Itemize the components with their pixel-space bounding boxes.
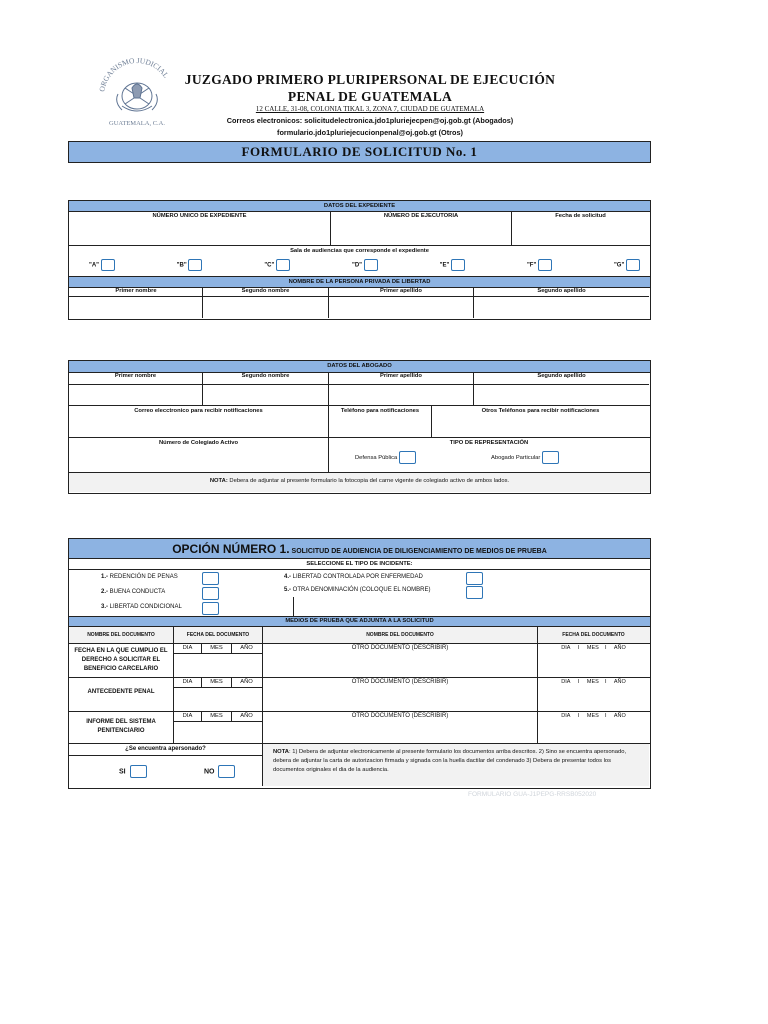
col-fecha-solicitud[interactable]: Fecha de solicitud <box>555 213 606 219</box>
form-title: FORMULARIO DE SOLICITUD No. 1 <box>68 141 651 163</box>
incidente-1[interactable]: 1.- REDENCIÓN DE PENAS <box>101 574 178 580</box>
abogado-header: DATOS DEL ABOGADO <box>69 361 650 373</box>
abogado-telefono[interactable]: Teléfono para notificaciones <box>329 406 432 437</box>
medio-1-otro-documento[interactable]: OTRO DOCUMENTO (DESCRIBIR) <box>263 644 538 677</box>
apersonado-si-checkbox[interactable] <box>130 765 147 778</box>
abogado-primer-apellido[interactable]: Primer apellido <box>329 373 474 405</box>
sala-a[interactable]: "A" <box>89 259 115 271</box>
expediente-section <box>68 200 651 320</box>
sala-d-checkbox[interactable] <box>364 259 378 271</box>
defensa-publica-option[interactable]: Defensa Pública <box>355 451 416 464</box>
medio-1-fecha[interactable]: DIA MES AÑO <box>174 644 263 677</box>
persona-segundo-nombre[interactable]: Segundo nombre <box>203 288 329 318</box>
incidente-3[interactable]: 3.- LIBERTAD CONDICIONAL <box>101 604 182 610</box>
abogado-otros-telefonos[interactable]: Otros Teléfonos para recibir notificaciones <box>481 408 600 414</box>
apersonado-group: ¿Se encuentra apersonado? SI NO <box>69 744 263 786</box>
apersonado-no-checkbox[interactable] <box>218 765 235 778</box>
sala-options <box>89 259 640 271</box>
medio-3-otro-documento[interactable]: OTRO DOCUMENTO (DESCRIBIR) <box>263 712 538 743</box>
seal-text-bottom: GUATEMALA, C.A. <box>109 120 165 127</box>
medio-3-fecha[interactable]: DIA MES AÑO <box>174 712 263 743</box>
sala-a-checkbox[interactable] <box>101 259 115 271</box>
opcion-section <box>68 538 651 789</box>
sala-f[interactable]: "F" <box>527 259 552 271</box>
apersonado-no[interactable]: NO <box>204 765 235 778</box>
medio-2-fecha[interactable]: DIA MES AÑO <box>174 678 263 711</box>
apersonado-row <box>69 744 650 786</box>
persona-header: NOMBRE DE LA PERSONA PRIVADA DE LIBERTAD <box>69 277 650 288</box>
persona-primer-nombre[interactable]: Primer nombre <box>69 288 203 318</box>
incidente-1-checkbox[interactable] <box>202 572 219 585</box>
opcion-title: OPCIÓN NÚMERO 1. SOLICITUD DE AUDIENCIA DE DILIGENCIAMIENTO DE MEDIOS DE PRUEBA <box>69 539 650 559</box>
medios-header: MEDIOS DE PRUEBA QUE ADJUNTA A LA SOLICITUD <box>69 617 650 627</box>
persona-primer-apellido[interactable]: Primer apellido <box>329 288 474 318</box>
sala-e-checkbox[interactable] <box>451 259 465 271</box>
email-line-1: Correos electronicos: solicitudelectronica.jdo1pluriejecpen@oj.gob.gt (Abogados) <box>226 116 514 125</box>
sala-f-checkbox[interactable] <box>538 259 552 271</box>
incidente-3-checkbox[interactable] <box>202 602 219 615</box>
sala-label: Sala de audiencias que corresponde el expediente <box>290 248 429 254</box>
medio-1-otro-fecha[interactable]: DIA I MES I AÑO <box>561 645 626 651</box>
medio-1-nombre: FECHA EN LA QUE CUMPLIO EL DERECHO A SOLICITAR EL BENEFICIO CARCELARIO <box>69 644 174 677</box>
incidente-2[interactable]: 2.- BUENA CONDUCTA <box>101 589 166 595</box>
abogado-segundo-nombre[interactable]: Segundo nombre <box>203 373 329 405</box>
court-address: 12 CALLE, 31-08, COLONIA TIKAL 3, ZONA 7, CIUDAD DE GUATEMALA <box>255 105 485 113</box>
abogado-particular-option[interactable]: Abogado Particular <box>491 451 559 464</box>
medio-2-otro-documento[interactable]: OTRO DOCUMENTO (DESCRIBIR) <box>263 678 538 711</box>
abogado-particular-checkbox[interactable] <box>542 451 559 464</box>
tipo-representacion: TIPO DE REPRESENTACIÓN Defensa Pública Abogado Particular <box>329 438 649 472</box>
seleccione-label: SELECCIONE EL TIPO DE INCIDENTE: <box>69 559 650 570</box>
opcion-nota: NOTA: 1) Debera de adjuntar electronicamente al presente formulario los documentos arriba descritos. 2) Sino se encuentra apersonado, debera de adjuntar la carta de autorizacion firmada y signada con la huella dactilar del condenado 3) Debera de presentar todos los documentos originales el dia de la audiencia. <box>263 744 649 786</box>
incidente-4[interactable]: 4.- LIBERTAD CONTROLADA POR ENFERMEDAD <box>284 574 423 580</box>
abogado-section <box>68 360 651 494</box>
sala-g-checkbox[interactable] <box>626 259 640 271</box>
incidente-4-checkbox[interactable] <box>466 572 483 585</box>
incidentes-group <box>69 570 650 617</box>
medio-3-otro-fecha[interactable]: DIA I MES I AÑO <box>561 713 626 719</box>
apersonado-si[interactable]: SI <box>119 765 147 778</box>
medio-3-nombre: INFORME DEL SISTEMA PENITENCIARIO <box>69 712 174 743</box>
footer-form-code: FORMULARIO GUA-J1PEPG-RRSB052020 <box>468 791 597 798</box>
medio-row-1 <box>69 644 650 678</box>
medio-2-otro-fecha[interactable]: DIA I MES I AÑO <box>561 679 626 685</box>
sala-g[interactable]: "G" <box>614 259 640 271</box>
sala-d[interactable]: "D" <box>352 259 378 271</box>
col-numero-ejecutoria[interactable]: NÚMERO DE EJECUTORIA <box>331 212 512 245</box>
incidente-5-checkbox[interactable] <box>466 586 483 599</box>
medio-2-nombre: ANTECEDENTE PENAL <box>69 678 174 711</box>
persona-segundo-apellido[interactable]: Segundo apellido <box>474 288 649 318</box>
incidente-2-checkbox[interactable] <box>202 587 219 600</box>
court-title-line2: PENAL DE GUATEMALA <box>287 89 453 104</box>
abogado-primer-nombre[interactable]: Primer nombre <box>69 373 203 405</box>
email-line-2: formulario.jdo1pluriejecucionpenal@oj.gob.gt (Otros) <box>277 128 463 137</box>
incidente-5[interactable]: 5.- OTRA DENOMINACIÓN (COLOQUE EL NOMBRE) <box>284 587 431 593</box>
sala-b-checkbox[interactable] <box>188 259 202 271</box>
court-title-line1: JUZGADO PRIMERO PLURIPERSONAL DE EJECUCIÓN <box>184 72 556 87</box>
abogado-correo[interactable]: Correo elecctronico para recibir notificaciones <box>69 406 329 437</box>
abogado-segundo-apellido[interactable]: Segundo apellido <box>474 373 649 405</box>
medios-columns: NOMBRE DEL DOCUMENTO FECHA DEL DOCUMENTO NOMBRE DEL DOCUMENTO FECHA DEL DOCUMENTO <box>69 627 650 644</box>
sala-e[interactable]: "E" <box>440 259 465 271</box>
expediente-header: DATOS DEL EXPEDIENTE <box>69 201 650 212</box>
medio-row-2 <box>69 678 650 712</box>
seal-text-top: ORGANISMO JUDICIAL <box>97 58 171 93</box>
sala-c[interactable]: "C" <box>264 259 290 271</box>
sala-c-checkbox[interactable] <box>276 259 290 271</box>
medio-row-3 <box>69 712 650 744</box>
sala-b[interactable]: "B" <box>177 259 203 271</box>
abogado-nota: NOTA: Debera de adjuntar al presente formulario la fotocopia del carne vigente de colegiado activo de ambos lados. <box>69 473 650 492</box>
col-numero-expediente[interactable]: NÚMERO UNICO DE EXPEDIENTE <box>69 212 331 245</box>
defensa-publica-checkbox[interactable] <box>399 451 416 464</box>
incidente-5-input-divider <box>293 597 294 616</box>
abogado-colegiado[interactable]: Número de Colegiado Activo <box>69 438 329 472</box>
